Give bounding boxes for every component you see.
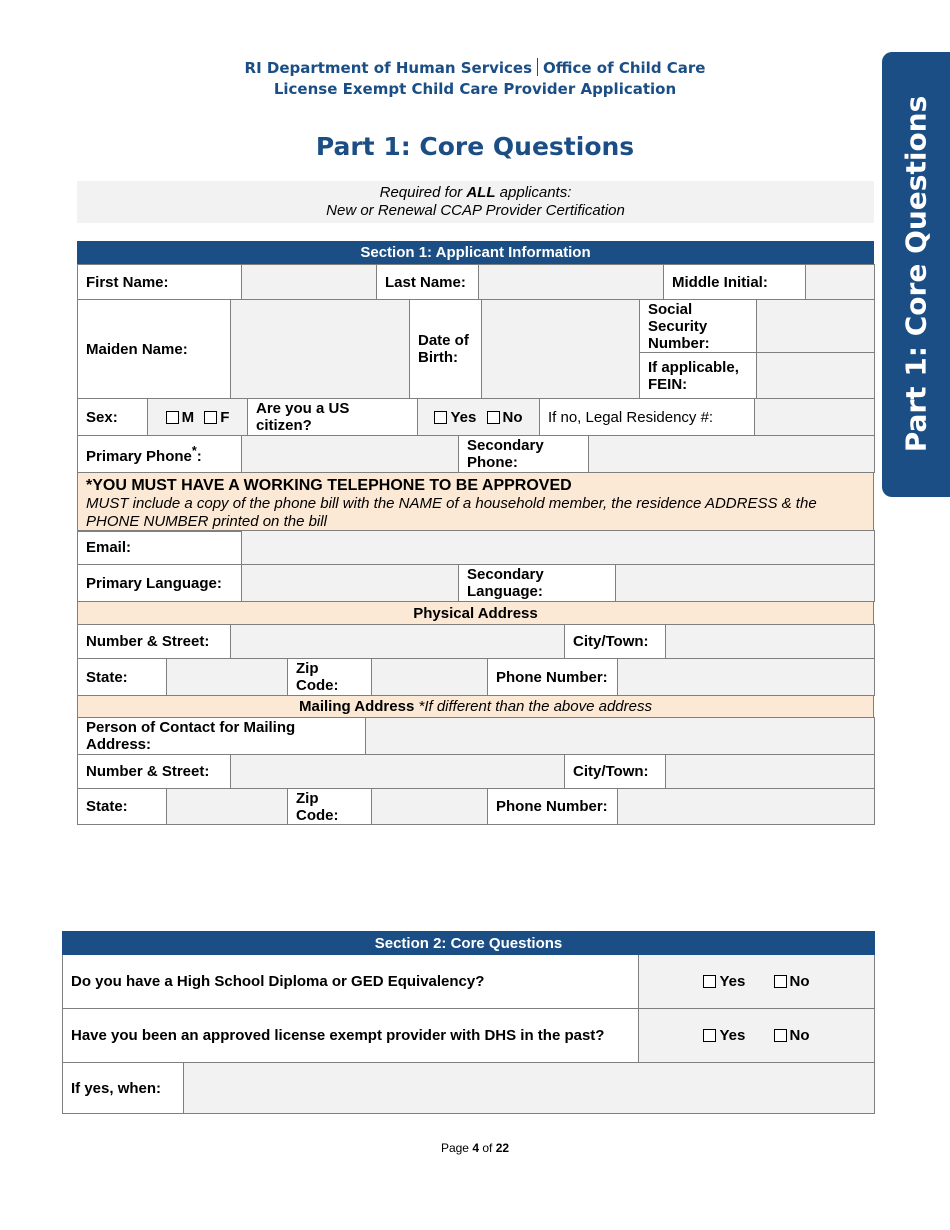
q2-yes-label: Yes: [719, 1027, 746, 1044]
row-names: [77, 264, 875, 300]
row-phone-notice: [77, 472, 874, 532]
q1-yes-label: Yes: [719, 973, 746, 990]
row-physical-address-header: [77, 601, 874, 625]
q2-yes-checkbox[interactable]: [703, 1029, 716, 1042]
mailing-zip-field[interactable]: [372, 789, 488, 825]
secondary-phone-field[interactable]: [589, 436, 875, 473]
mailing-city-field[interactable]: [666, 755, 875, 789]
citizen-yes-checkbox[interactable]: [434, 411, 447, 424]
q1-yes-checkbox[interactable]: [703, 975, 716, 988]
mailing-zip-label: Zip Code:: [288, 789, 372, 825]
application-name: License Exempt Child Care Provider Application: [273, 80, 677, 98]
side-tab-label: Part 1: Core Questions: [899, 95, 933, 453]
if-yes-when-field[interactable]: [184, 1063, 875, 1114]
primary-language-label: Primary Language:: [78, 565, 242, 602]
required-prefix: Required for: [379, 184, 463, 201]
required-emphasis: ALL: [466, 184, 496, 201]
mailing-state-field[interactable]: [167, 789, 288, 825]
section2-table: [62, 931, 875, 1114]
mailing-address-note: *If different than the above address: [418, 698, 652, 715]
contact-person-field[interactable]: [366, 718, 875, 755]
mailing-state-label: State:: [78, 789, 167, 825]
mailing-address-heading: [78, 696, 874, 718]
legal-residency-field[interactable]: [755, 399, 875, 436]
citizen-no-checkbox[interactable]: [487, 411, 500, 424]
mailing-phone-field[interactable]: [618, 789, 875, 825]
date-of-birth-label: Date of Birth:: [410, 300, 482, 399]
last-name-label: Last Name:: [377, 265, 479, 300]
footer-page-total: 22: [495, 1141, 510, 1155]
required-suffix: applicants:: [499, 184, 572, 201]
maiden-name-label: Maiden Name:: [78, 300, 231, 399]
physical-zip-label: Zip Code:: [288, 659, 372, 696]
section1-header: [77, 241, 874, 264]
row-languages: [77, 564, 875, 602]
physical-state-label: State:: [78, 659, 167, 696]
mailing-address-title: Mailing Address: [299, 698, 415, 715]
phone-notice-title: YOU MUST HAVE A WORKING TELEPHONE TO BE APPROVED: [92, 477, 572, 494]
citizen-no-label: No: [502, 408, 523, 426]
phone-notice-body: MUST include a copy of the phone bill with the NAME of a household member, the residence ADDRESS & the PHONE NUMBER printed on the bill: [86, 495, 817, 530]
footer-page-word: Page: [440, 1141, 469, 1155]
office-name: Office of Child Care: [543, 59, 706, 77]
page-title: Part 1: Core Questions: [315, 132, 635, 161]
primary-phone-label-cell: [78, 436, 242, 473]
row-mailing-state: [77, 788, 875, 825]
required-note: [77, 181, 874, 223]
primary-phone-colon: :: [196, 448, 202, 465]
middle-initial-label: Middle Initial:: [664, 265, 806, 300]
q1-no-checkbox[interactable]: [774, 975, 787, 988]
sex-options: [148, 399, 248, 436]
ssn-label: Social Security Number:: [640, 300, 757, 353]
last-name-field[interactable]: [479, 265, 664, 300]
section2-title: Section 2: Core Questions: [63, 932, 875, 955]
physical-zip-field[interactable]: [372, 659, 488, 696]
sex-m-checkbox[interactable]: [166, 411, 179, 424]
row-mailing-contact: [77, 717, 875, 755]
physical-address-heading: Physical Address: [78, 602, 874, 625]
physical-phone-label: Phone Number:: [488, 659, 618, 696]
phone-notice: [78, 473, 874, 532]
ssn-field[interactable]: [757, 300, 875, 353]
fein-label: If applicable, FEIN:: [640, 353, 757, 399]
email-field[interactable]: [242, 531, 875, 565]
q1-no-label: No: [789, 973, 810, 990]
mailing-street-field[interactable]: [231, 755, 565, 789]
physical-city-field[interactable]: [666, 625, 875, 659]
row-mailing-street: [77, 754, 875, 789]
mailing-street-label: Number & Street:: [78, 755, 231, 789]
footer-of-word: of: [482, 1141, 493, 1155]
primary-phone-field[interactable]: [242, 436, 459, 473]
primary-phone-label: Primary Phone: [86, 448, 192, 465]
secondary-language-label: Secondary Language:: [459, 565, 616, 602]
first-name-label: First Name:: [78, 265, 242, 300]
physical-street-label: Number & Street:: [78, 625, 231, 659]
mailing-city-label: City/Town:: [565, 755, 666, 789]
secondary-phone-label: Secondary Phone:: [459, 436, 589, 473]
row-mailing-address-header: [77, 695, 874, 718]
us-citizen-options: [418, 399, 540, 436]
q2-no-checkbox[interactable]: [774, 1029, 787, 1042]
first-name-field[interactable]: [242, 265, 377, 300]
q1-options: [639, 955, 875, 1009]
fein-field[interactable]: [757, 353, 875, 399]
department-name: RI Department of Human Services: [244, 59, 533, 77]
mailing-phone-label: Phone Number:: [488, 789, 618, 825]
footer-page-number: 4: [472, 1141, 479, 1155]
section1-title: Section 1: Applicant Information: [78, 242, 874, 264]
primary-phone-asterisk: *: [191, 444, 197, 458]
physical-phone-field[interactable]: [618, 659, 875, 696]
sex-f-checkbox[interactable]: [204, 411, 217, 424]
us-citizen-label: Are you a US citizen?: [248, 399, 418, 436]
sex-f-label: F: [220, 408, 230, 426]
q2-label: Have you been an approved license exempt provider with DHS in the past?: [63, 1009, 639, 1063]
physical-street-field[interactable]: [231, 625, 565, 659]
contact-person-label: Person of Contact for Mailing Address:: [78, 718, 366, 755]
if-yes-when-label: If yes, when:: [63, 1063, 184, 1114]
physical-city-label: City/Town:: [565, 625, 666, 659]
page-footer: [0, 1141, 950, 1155]
maiden-name-field[interactable]: [231, 300, 410, 399]
row-physical-state: [77, 658, 875, 696]
row-physical-street: [77, 624, 875, 659]
row-maiden-dob: [77, 299, 875, 399]
phone-notice-asterisk: *: [86, 477, 93, 494]
primary-language-field[interactable]: [242, 565, 459, 602]
row-phones: [77, 435, 875, 473]
q2-no-label: No: [789, 1027, 810, 1044]
required-line2: New or Renewal CCAP Provider Certification: [326, 202, 625, 219]
q1-label: Do you have a High School Diploma or GED Equivalency?: [63, 955, 639, 1009]
date-of-birth-field[interactable]: [482, 300, 640, 399]
department-header: [0, 58, 950, 77]
email-label: Email:: [78, 531, 242, 565]
middle-initial-field[interactable]: [806, 265, 875, 300]
secondary-language-field[interactable]: [616, 565, 875, 602]
legal-residency-label: If no, Legal Residency #:: [540, 399, 755, 436]
q2-options: [639, 1009, 875, 1063]
row-email: [77, 530, 875, 565]
citizen-yes-label: Yes: [450, 408, 477, 426]
sex-label: Sex:: [78, 399, 148, 436]
sex-m-label: M: [181, 408, 195, 426]
row-sex-citizen: [77, 398, 875, 436]
header-divider: [537, 58, 538, 76]
physical-state-field[interactable]: [167, 659, 288, 696]
